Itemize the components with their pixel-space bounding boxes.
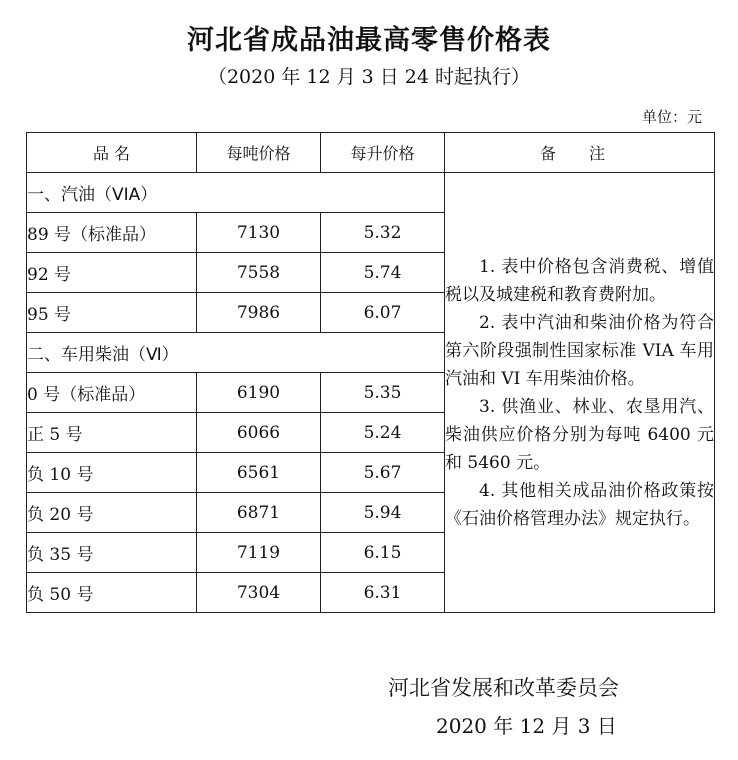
price-per-liter: 5.74 <box>321 253 445 293</box>
note-item: 2. 表中汽油和柴油价格为符合第六阶段强制性国家标准 VIA 车用汽油和 VI 车用柴油价格。 <box>445 312 714 389</box>
price-per-liter: 6.15 <box>321 533 445 573</box>
price-per-liter: 5.94 <box>321 493 445 533</box>
price-per-ton: 6190 <box>197 373 321 413</box>
note-item: 3. 供渔业、林业、农垦用汽、柴油供应价格分别为每吨 6400 元和 5460 元。 <box>445 396 714 473</box>
price-per-ton: 7130 <box>197 213 321 253</box>
header-per-ton: 每吨价格 <box>197 133 321 173</box>
price-per-liter: 5.35 <box>321 373 445 413</box>
notes-cell <box>445 173 715 613</box>
section-label: 二、车用柴油（Ⅵ） <box>27 333 445 373</box>
price-per-ton: 7119 <box>197 533 321 573</box>
price-per-liter: 5.67 <box>321 453 445 493</box>
page-title: 河北省成品油最高零售价格表 <box>187 25 551 56</box>
product-name: 负 10 号 <box>27 453 197 493</box>
section-row-gasoline <box>27 173 715 213</box>
effective-time: （2020 年 12 月 3 日 24 时起执行） <box>207 66 531 88</box>
note-item: 1. 表中价格包含消费税、增值税以及城建税和教育费附加。 <box>445 256 714 305</box>
product-name: 89 号（标准品） <box>27 213 197 253</box>
product-name: 92 号 <box>27 253 197 293</box>
header-per-liter: 每升价格 <box>321 133 445 173</box>
product-name: 负 50 号 <box>27 573 197 613</box>
issuing-organization: 河北省发展和改革委员会 <box>388 676 619 700</box>
note-item: 4. 其他相关成品油价格政策按《石油价格管理办法》规定执行。 <box>445 480 714 529</box>
product-name: 负 35 号 <box>27 533 197 573</box>
price-table <box>26 132 715 613</box>
price-per-liter: 6.07 <box>321 293 445 333</box>
product-name: 负 20 号 <box>27 493 197 533</box>
product-name: 0 号（标准品） <box>27 373 197 413</box>
price-per-ton: 6066 <box>197 413 321 453</box>
price-per-liter: 5.32 <box>321 213 445 253</box>
price-per-ton: 6871 <box>197 493 321 533</box>
price-per-ton: 7304 <box>197 573 321 613</box>
table-header-row <box>27 133 715 173</box>
price-per-ton: 7986 <box>197 293 321 333</box>
price-per-liter: 6.31 <box>321 573 445 613</box>
issue-date: 2020 年 12 月 3 日 <box>436 714 617 738</box>
header-name: 品 名 <box>27 133 197 173</box>
unit-label: 单位：元 <box>641 108 702 126</box>
price-per-ton: 7558 <box>197 253 321 293</box>
price-per-liter: 5.24 <box>321 413 445 453</box>
header-note: 备 注 <box>445 133 715 173</box>
section-label: 一、汽油（VIA） <box>27 173 445 213</box>
product-name: 正 5 号 <box>27 413 197 453</box>
product-name: 95 号 <box>27 293 197 333</box>
price-per-ton: 6561 <box>197 453 321 493</box>
